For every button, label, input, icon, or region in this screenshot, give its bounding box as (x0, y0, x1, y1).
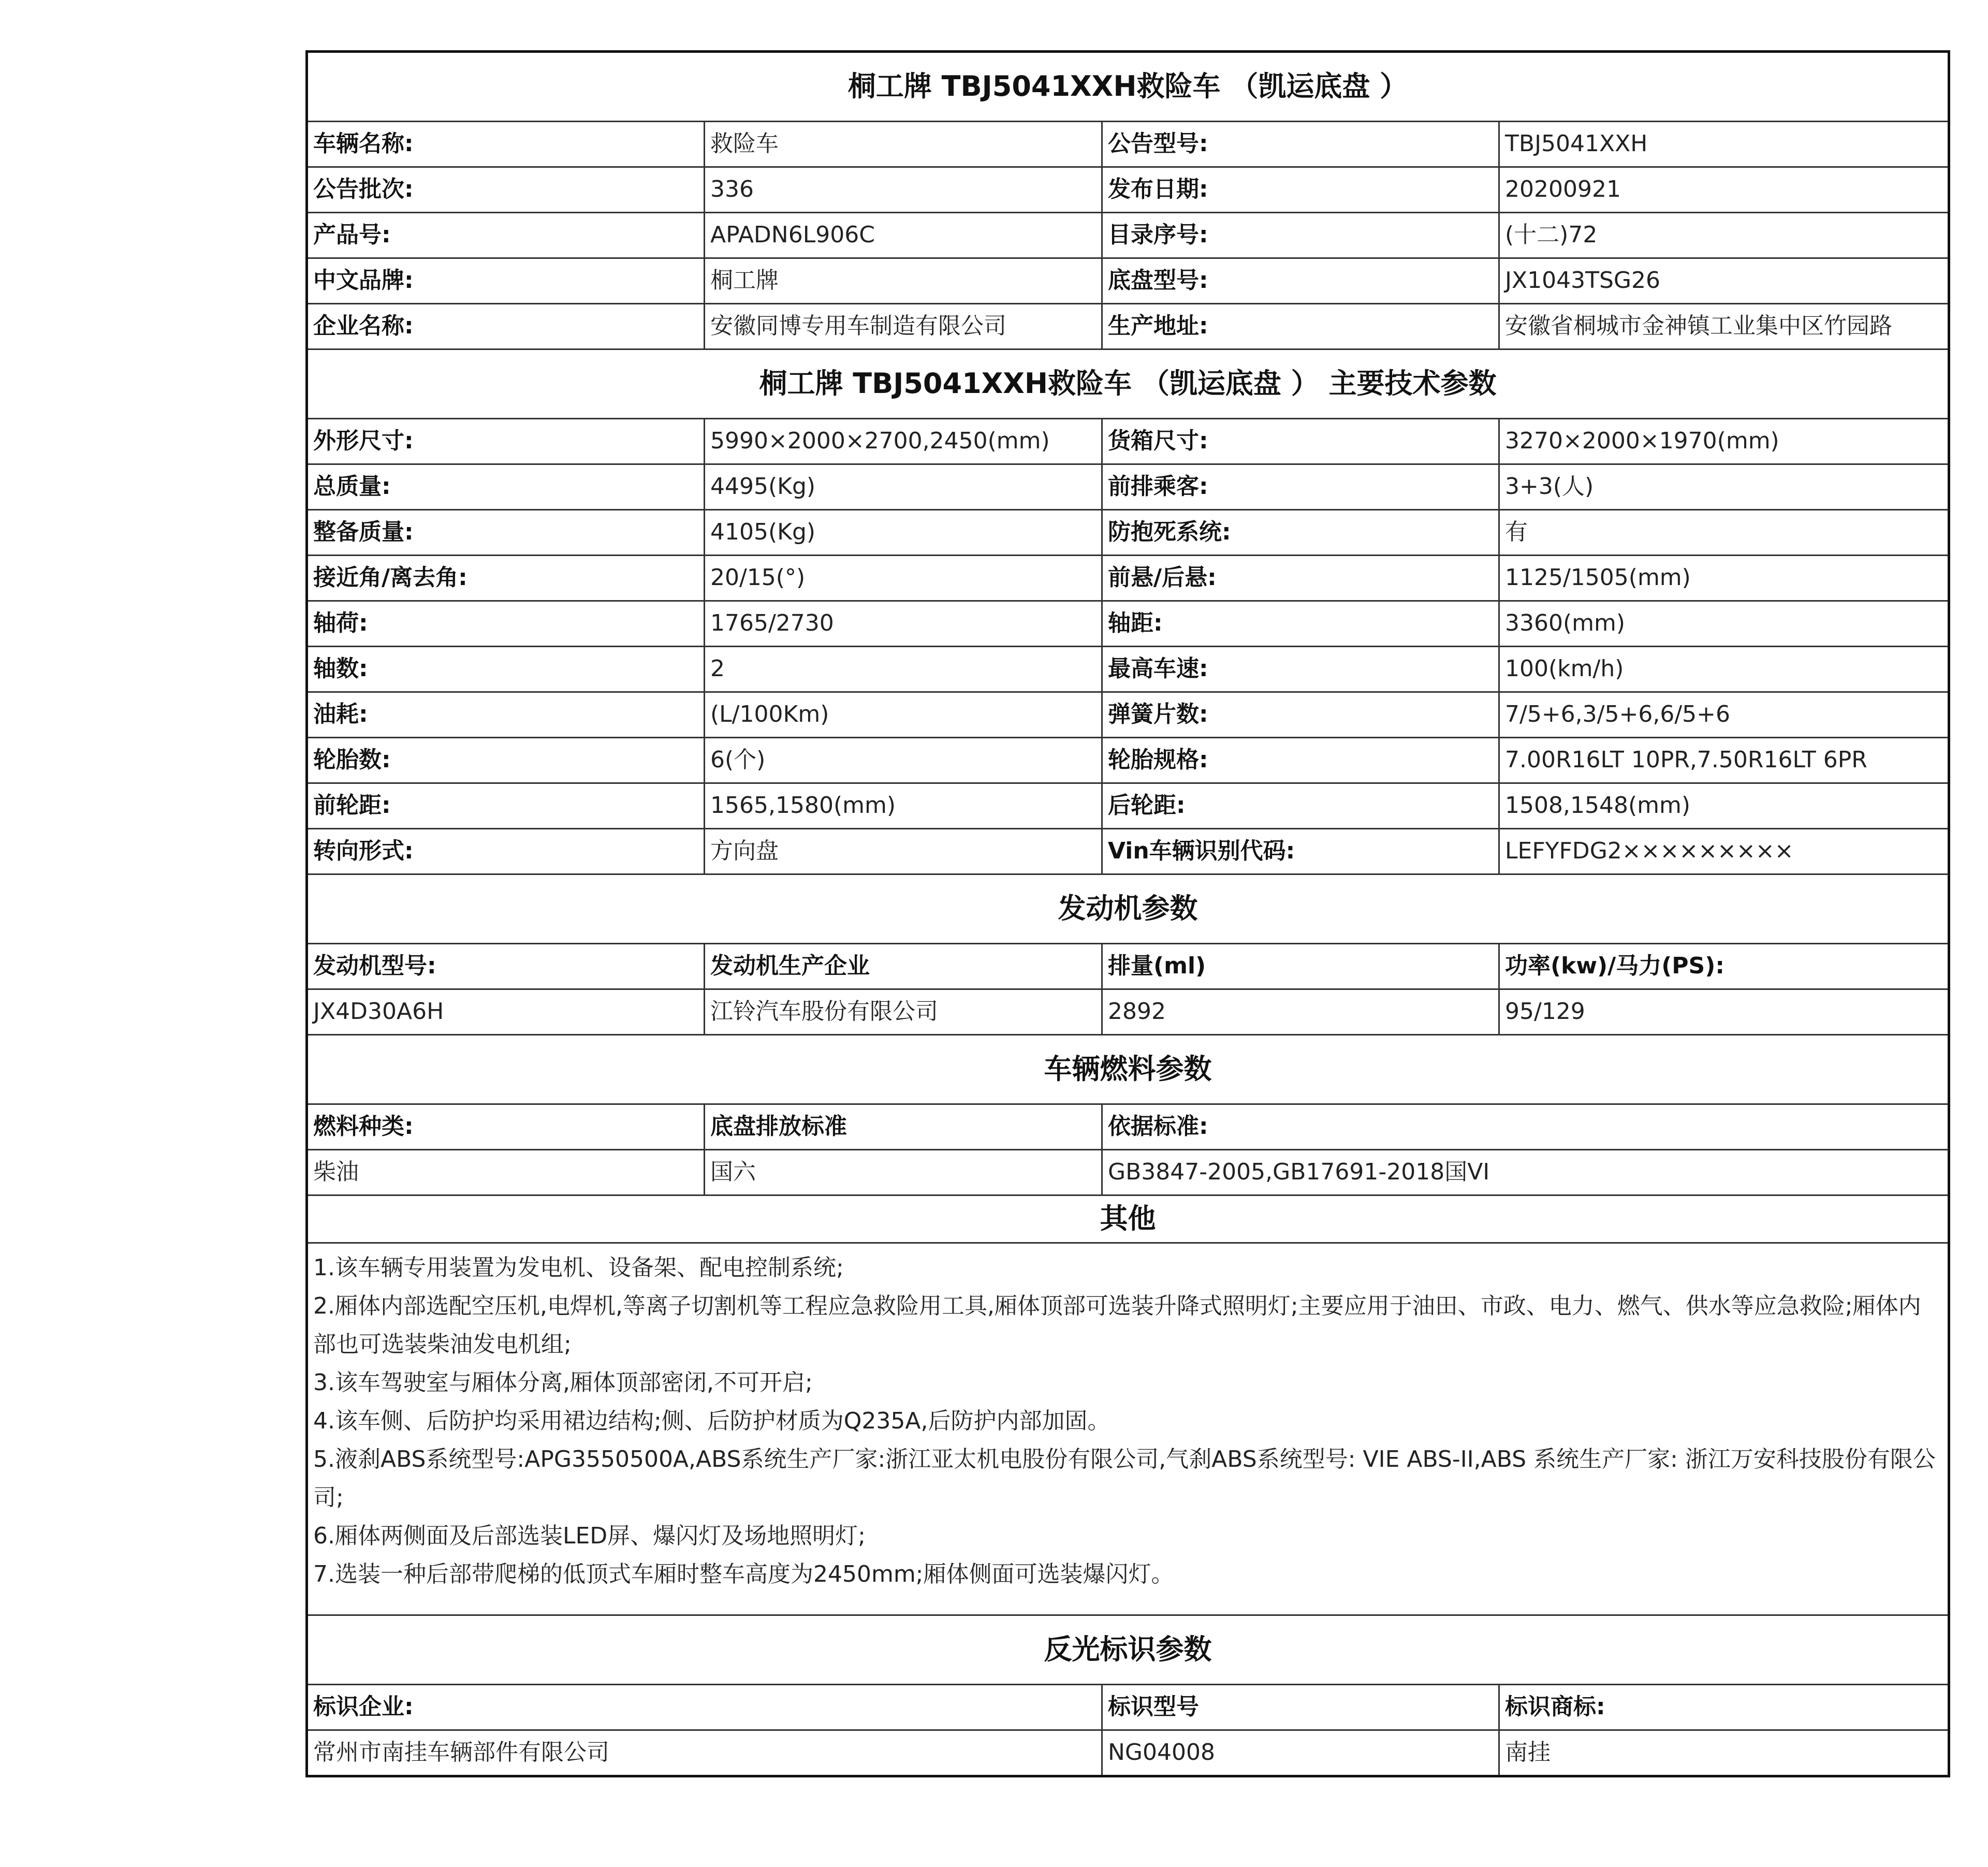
section-title: 发动机参数 (307, 874, 1949, 944)
notes-cell (307, 1243, 1949, 1615)
field-label: Vin车辆识别代码: (1102, 829, 1499, 874)
field-label: 发布日期: (1102, 167, 1499, 213)
table-header-row (307, 1685, 1949, 1730)
field-value: 2 (705, 647, 1102, 692)
field-value: 5990×2000×2700,2450(mm) (705, 419, 1102, 464)
table-cell: NG04008 (1102, 1730, 1499, 1776)
field-label: 生产地址: (1102, 304, 1499, 349)
note-item: 3.该车驾驶室与厢体分离,厢体顶部密闭,不可开启; (313, 1369, 813, 1396)
table-cell: 国六 (705, 1150, 1102, 1195)
field-label: 前轮距: (307, 783, 705, 829)
field-value: 6(个) (705, 738, 1102, 783)
field-label: 轮胎数: (307, 738, 705, 783)
column-header: 依据标准: (1102, 1104, 1949, 1150)
column-header: 底盘排放标准 (705, 1104, 1102, 1150)
table-row (307, 692, 1949, 738)
field-label: 公告批次: (307, 167, 705, 213)
note-item: 5.液刹ABS系统型号:APG3550500A,ABS系统生产厂家:浙江亚太机电股份有限公司,气刹ABS系统型号: VIE ABS-II,ABS 系统生产厂家: 浙江万安科技股份有限公司; (313, 1446, 1936, 1511)
field-value: 安徽同博专用车制造有限公司 (705, 304, 1102, 349)
field-label: 货箱尺寸: (1102, 419, 1499, 464)
field-label: 外形尺寸: (307, 419, 705, 464)
table-cell: 2892 (1102, 989, 1499, 1035)
table-row (307, 989, 1949, 1035)
field-label: 最高车速: (1102, 647, 1499, 692)
field-label: 轮胎规格: (1102, 738, 1499, 783)
table-row (307, 304, 1949, 349)
section-title: 车辆燃料参数 (307, 1035, 1949, 1104)
field-value: 100(km/h) (1499, 647, 1949, 692)
field-value: 1565,1580(mm) (705, 783, 1102, 829)
field-label: 接近角/离去角: (307, 556, 705, 601)
field-value: JX1043TSG26 (1499, 258, 1949, 304)
column-header: 标识型号 (1102, 1685, 1499, 1730)
table-row (307, 783, 1949, 829)
field-label: 后轮距: (1102, 783, 1499, 829)
field-value: TBJ5041XXH (1499, 122, 1949, 167)
field-value: 3+3(人) (1499, 464, 1949, 510)
field-label: 转向形式: (307, 829, 705, 874)
notes-row (307, 1243, 1949, 1615)
field-label: 公告型号: (1102, 122, 1499, 167)
field-label: 弹簧片数: (1102, 692, 1499, 738)
section-title-row (307, 349, 1949, 419)
field-label: 前排乘客: (1102, 464, 1499, 510)
table-header-row (307, 944, 1949, 989)
column-header: 发动机生产企业 (705, 944, 1102, 989)
table-row (307, 464, 1949, 510)
note-item: 4.该车侧、后防护均采用裙边结构;侧、后防护材质为Q235A,后防护内部加固。 (313, 1408, 1110, 1434)
table-row (307, 258, 1949, 304)
table-row (307, 647, 1949, 692)
section-title: 其他 (307, 1195, 1949, 1243)
table-row (307, 829, 1949, 874)
field-label: 总质量: (307, 464, 705, 510)
table-cell: GB3847-2005,GB17691-2018国VI (1102, 1150, 1949, 1195)
field-value: 4105(Kg) (705, 510, 1102, 556)
field-value: 3360(mm) (1499, 601, 1949, 647)
column-header: 燃料种类: (307, 1104, 705, 1150)
table-cell: 南挂 (1499, 1730, 1949, 1776)
table-cell: JX4D30A6H (307, 989, 705, 1035)
field-value: 336 (705, 167, 1102, 213)
table-row (307, 1730, 1949, 1776)
field-value: 4495(Kg) (705, 464, 1102, 510)
table-cell: 柴油 (307, 1150, 705, 1195)
table-row (307, 213, 1949, 258)
table-row (307, 167, 1949, 213)
field-label: 目录序号: (1102, 213, 1499, 258)
note-item: 7.选装一种后部带爬梯的低顶式车厢时整车高度为2450mm;厢体侧面可选装爆闪灯。 (313, 1561, 1174, 1587)
column-header: 排量(ml) (1102, 944, 1499, 989)
field-label: 车辆名称: (307, 122, 705, 167)
table-row (307, 601, 1949, 647)
table-header-row (307, 1104, 1949, 1150)
field-value: (十二)72 (1499, 213, 1949, 258)
table-row (307, 122, 1949, 167)
section-title-row (307, 874, 1949, 944)
section-title: 反光标识参数 (307, 1615, 1949, 1685)
field-value: 救险车 (705, 122, 1102, 167)
section-title-row (307, 52, 1949, 122)
field-label: 整备质量: (307, 510, 705, 556)
field-value: 20/15(°) (705, 556, 1102, 601)
section-title: 桐工牌 TBJ5041XXH救险车 （凯运底盘 ） (307, 52, 1949, 122)
field-value: 1508,1548(mm) (1499, 783, 1949, 829)
field-value: 方向盘 (705, 829, 1102, 874)
column-header: 标识商标: (1499, 1685, 1949, 1730)
field-value: (L/100Km) (705, 692, 1102, 738)
table-row (307, 556, 1949, 601)
field-value: APADN6L906C (705, 213, 1102, 258)
table-row (307, 1150, 1949, 1195)
column-header: 标识企业: (307, 1685, 1102, 1730)
vehicle-spec-table (305, 50, 1950, 1777)
note-item: 2.厢体内部选配空压机,电焊机,等离子切割机等工程应急救险用工具,厢体顶部可选装升降式照明灯;主要应用于油田、市政、电力、燃气、供水等应急救险;厢体内部也可选装柴油发电机组; (313, 1293, 1921, 1358)
field-label: 产品号: (307, 213, 705, 258)
field-label: 轴数: (307, 647, 705, 692)
section-title-row (307, 1035, 1949, 1104)
field-value: 安徽省桐城市金神镇工业集中区竹园路 (1499, 304, 1949, 349)
field-value: 1765/2730 (705, 601, 1102, 647)
field-label: 油耗: (307, 692, 705, 738)
field-value: 1125/1505(mm) (1499, 556, 1949, 601)
field-label: 防抱死系统: (1102, 510, 1499, 556)
table-row (307, 738, 1949, 783)
field-label: 前悬/后悬: (1102, 556, 1499, 601)
field-value: 有 (1499, 510, 1949, 556)
field-value: 桐工牌 (705, 258, 1102, 304)
table-row (307, 419, 1949, 464)
field-value: 7.00R16LT 10PR,7.50R16LT 6PR (1499, 738, 1949, 783)
table-cell: 江铃汽车股份有限公司 (705, 989, 1102, 1035)
field-label: 中文品牌: (307, 258, 705, 304)
section-title-row (307, 1195, 1949, 1243)
column-header: 发动机型号: (307, 944, 705, 989)
field-value: 3270×2000×1970(mm) (1499, 419, 1949, 464)
field-value: LEFYFDG2××××××××× (1499, 829, 1949, 874)
field-value: 7/5+6,3/5+6,6/5+6 (1499, 692, 1949, 738)
note-item: 1.该车辆专用装置为发电机、设备架、配电控制系统; (313, 1255, 844, 1281)
note-item: 6.厢体两侧面及后部选装LED屏、爆闪灯及场地照明灯; (313, 1523, 866, 1549)
table-row (307, 510, 1949, 556)
table-cell: 常州市南挂车辆部件有限公司 (307, 1730, 1102, 1776)
field-label: 底盘型号: (1102, 258, 1499, 304)
field-value: 20200921 (1499, 167, 1949, 213)
section-title: 桐工牌 TBJ5041XXH救险车 （凯运底盘 ） 主要技术参数 (307, 349, 1949, 419)
column-header: 功率(kw)/马力(PS): (1499, 944, 1949, 989)
field-label: 企业名称: (307, 304, 705, 349)
field-label: 轴荷: (307, 601, 705, 647)
field-label: 轴距: (1102, 601, 1499, 647)
table-cell: 95/129 (1499, 989, 1949, 1035)
section-title-row (307, 1615, 1949, 1685)
